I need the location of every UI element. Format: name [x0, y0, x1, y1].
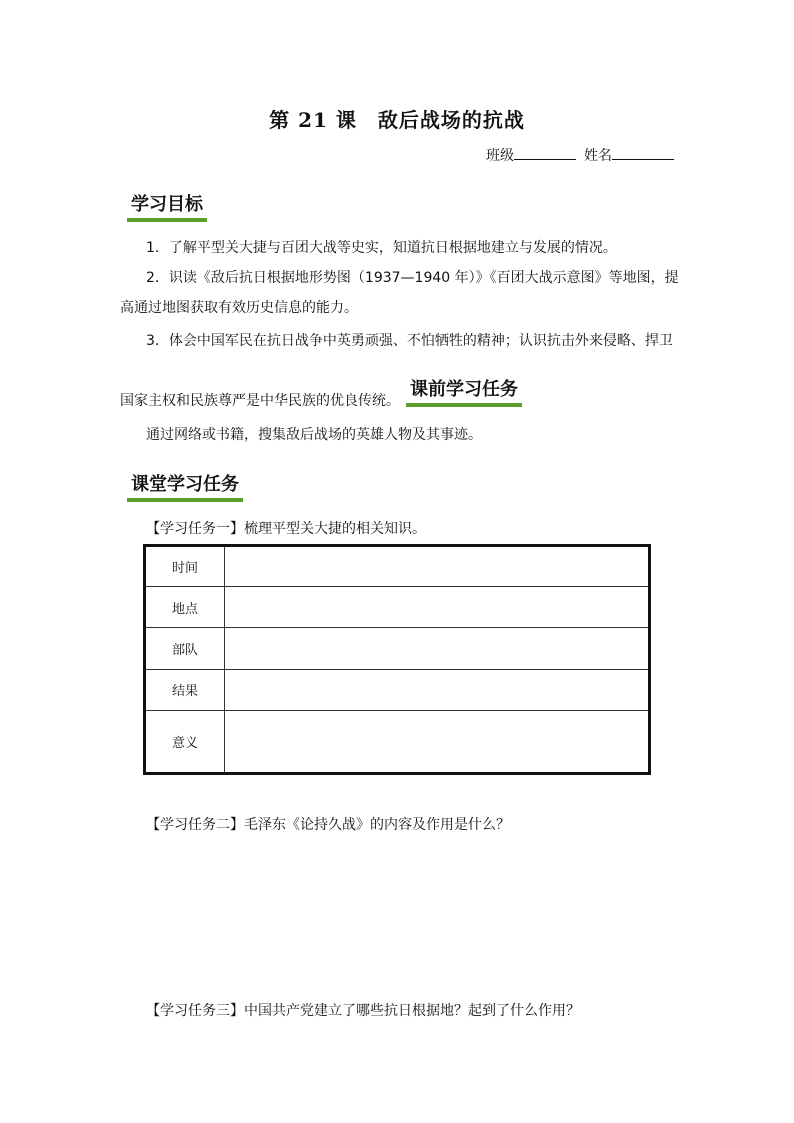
- table-row: [145, 669, 650, 710]
- row-label-troops: 部队: [145, 628, 225, 669]
- answer-cell-place[interactable]: [225, 587, 650, 628]
- row-label-place: 地点: [145, 587, 225, 628]
- class-name-line: [486, 145, 674, 165]
- task2-prompt: 【学习任务二】毛泽东《论持久战》的内容及作用是什么？: [146, 817, 510, 833]
- table-row: [145, 546, 650, 587]
- task3-prompt: 【学习任务三】中国共产党建立了哪些抗日根据地？起到了什么作用？: [146, 1003, 580, 1019]
- answer-cell-significance[interactable]: [225, 710, 650, 773]
- task1-prompt: 【学习任务一】梳理平型关大捷的相关知识。: [146, 521, 426, 537]
- answer-cell-time[interactable]: [225, 546, 650, 587]
- objective-item-3-cont: 国家主权和民族尊严是中华民族的优良传统。: [120, 393, 400, 409]
- class-blank[interactable]: [514, 145, 576, 160]
- row-label-result: 结果: [145, 669, 225, 710]
- objective-item-3: 3．体会中国军民在抗日战争中英勇顽强、不怕牺牲的精神；认识抗击外来侵略、捍卫: [146, 333, 673, 349]
- preclass-text: 通过网络或书籍，搜集敌后战场的英雄人物及其事迹。: [146, 427, 482, 443]
- inclass-heading: 课堂学习任务: [127, 473, 243, 502]
- objective-item-1: 1．了解平型关大捷与百团大战等史实，知道抗日根据地建立与发展的情况。: [146, 240, 617, 256]
- objectives-heading: 学习目标: [127, 193, 207, 222]
- row-label-significance: 意义: [145, 710, 225, 773]
- table-row: [145, 628, 650, 669]
- table-row: [145, 710, 650, 773]
- objective-item-2: 2．识读《敌后抗日根据地形势图（1937—1940 年）》《百团大战示意图》等地图，提: [146, 270, 679, 286]
- answer-cell-result[interactable]: [225, 669, 650, 710]
- pingxingguan-table: [143, 544, 651, 775]
- class-label: 班级: [486, 148, 514, 164]
- table-row: [145, 587, 650, 628]
- preclass-heading: 课前学习任务: [406, 378, 522, 407]
- row-label-time: 时间: [145, 546, 225, 587]
- name-label: 姓名: [584, 148, 612, 164]
- name-blank[interactable]: [612, 145, 674, 160]
- page-title: 第 21 课 敌后战场的抗战: [269, 108, 525, 132]
- answer-cell-troops[interactable]: [225, 628, 650, 669]
- objective-item-2-cont: 高通过地图获取有效历史信息的能力。: [120, 300, 358, 316]
